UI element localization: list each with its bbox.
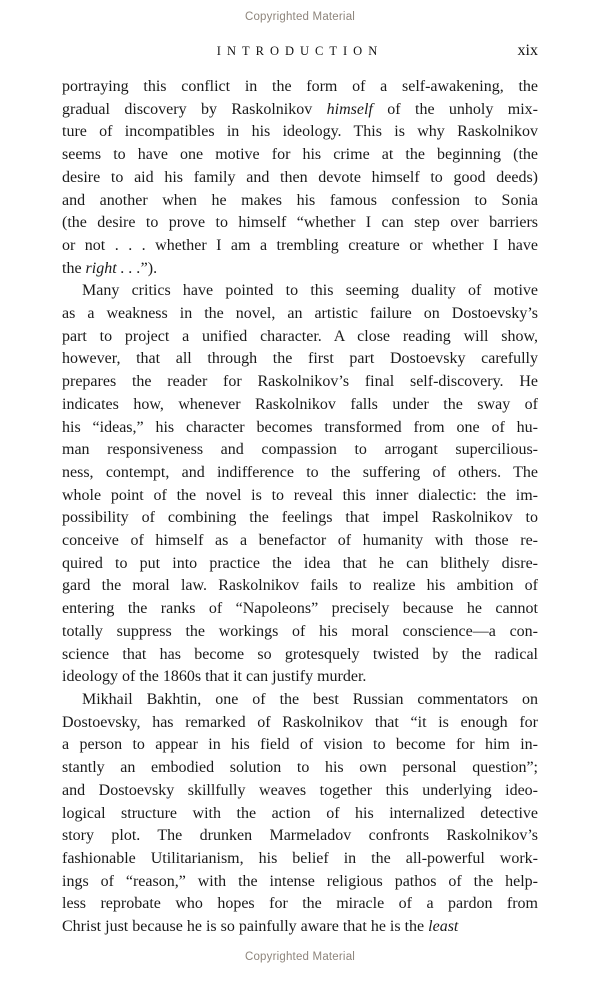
- text-line: however, that all through the first part Dostoevsky carefully: [62, 350, 538, 368]
- text-line: conceive of himself as a benefactor of humanity with those re-: [62, 532, 538, 550]
- paragraph: [62, 76, 538, 280]
- copyright-watermark-bottom: Copyrighted Material: [244, 951, 356, 963]
- text-line: (the desire to prove to himself “whether I can step over barriers: [62, 214, 538, 232]
- text-line: possibility of combining the feelings that impel Raskolnikov to: [62, 509, 538, 527]
- text-line: quired to put into practice the idea that he can blithely disre-: [62, 554, 538, 572]
- text-line: whole point of the novel is to reveal this inner dialectic: the im-: [62, 486, 538, 504]
- text-line: seems to have one motive for his crime at the beginning (the: [62, 146, 538, 164]
- text-line: or not . . . whether I am a trembling creature or whether I have: [62, 236, 538, 254]
- text-line: Mikhail Bakhtin, one of the best Russian commentators on: [82, 690, 538, 708]
- text-line: less reprobate who hopes for the miracle of a pardon from: [62, 895, 538, 913]
- text-line: science that has become so grotesquely twisted by the radical: [62, 645, 538, 663]
- text-line: as a weakness in the novel, an artistic failure on Dostoevsky’s: [62, 305, 538, 323]
- text-line: totally suppress the workings of his moral conscience—a con-: [62, 622, 538, 640]
- text-line: ture of incompatibles in his ideology. This is why Raskolnikov: [62, 123, 538, 141]
- text-line: indicates how, whenever Raskolnikov falls under the sway of: [62, 395, 538, 413]
- text-line: prepares the reader for Raskolnikov’s final self-discovery. He: [62, 373, 538, 391]
- text-line: story plot. The drunken Marmeladov confronts Raskolnikov’s: [62, 827, 538, 845]
- text-line: the right . . .”).: [62, 259, 158, 277]
- text-line: stantly an embodied solution to his own personal question”;: [62, 759, 538, 777]
- running-head-title: INTRODUCTION: [216, 44, 384, 58]
- text-line: and another when he makes his famous confession to Sonia: [62, 191, 538, 209]
- text-line: gradual discovery by Raskolnikov himself of the unholy mix-: [62, 100, 538, 118]
- page-header: [62, 44, 538, 62]
- text-line: ings of “reason,” with the intense religious pathos of the help-: [62, 872, 538, 890]
- text-line: desire to aid his family and then devote himself to good deeds): [62, 168, 538, 186]
- text-line: entering the ranks of “Napoleons” precisely because he cannot: [62, 600, 538, 618]
- text-line: and Dostoevsky skillfully weaves together this underlying ideo-: [62, 781, 538, 799]
- paragraph: [62, 280, 538, 689]
- text-line: Dostoevsky, has remarked of Raskolnikov that “it is enough for: [62, 713, 538, 731]
- paragraph: [62, 689, 538, 939]
- text-line: fashionable Utilitarianism, his belief in the all-powerful work-: [62, 849, 538, 867]
- text-line: Christ just because he is so painfully aware that he is the least: [62, 918, 459, 936]
- text-line: gard the moral law. Raskolnikov fails to realize his ambition of: [62, 577, 538, 595]
- page-number: xix: [517, 42, 538, 59]
- text-line: Many critics have pointed to this seeming duality of motive: [82, 282, 538, 300]
- text-line: his “ideas,” his character becomes transformed from one of hu-: [62, 418, 538, 436]
- copyright-watermark-top: Copyrighted Material: [244, 11, 356, 23]
- text-line: portraying this conflict in the form of a self-awakening, the: [62, 78, 538, 95]
- text-line: ideology of the 1860s that it can justify murder.: [62, 668, 367, 686]
- text-line: logical structure with the action of his internalized detective: [62, 804, 538, 822]
- text-line: a person to appear in his field of vision to become for him in-: [62, 736, 538, 754]
- body-text: [62, 76, 538, 939]
- text-line: part to project a unified character. A close reading will show,: [62, 327, 538, 345]
- text-line: ness, contempt, and indifference to the suffering of others. The: [62, 463, 538, 481]
- text-line: man responsiveness and compassion to arrogant supercilious-: [62, 441, 538, 459]
